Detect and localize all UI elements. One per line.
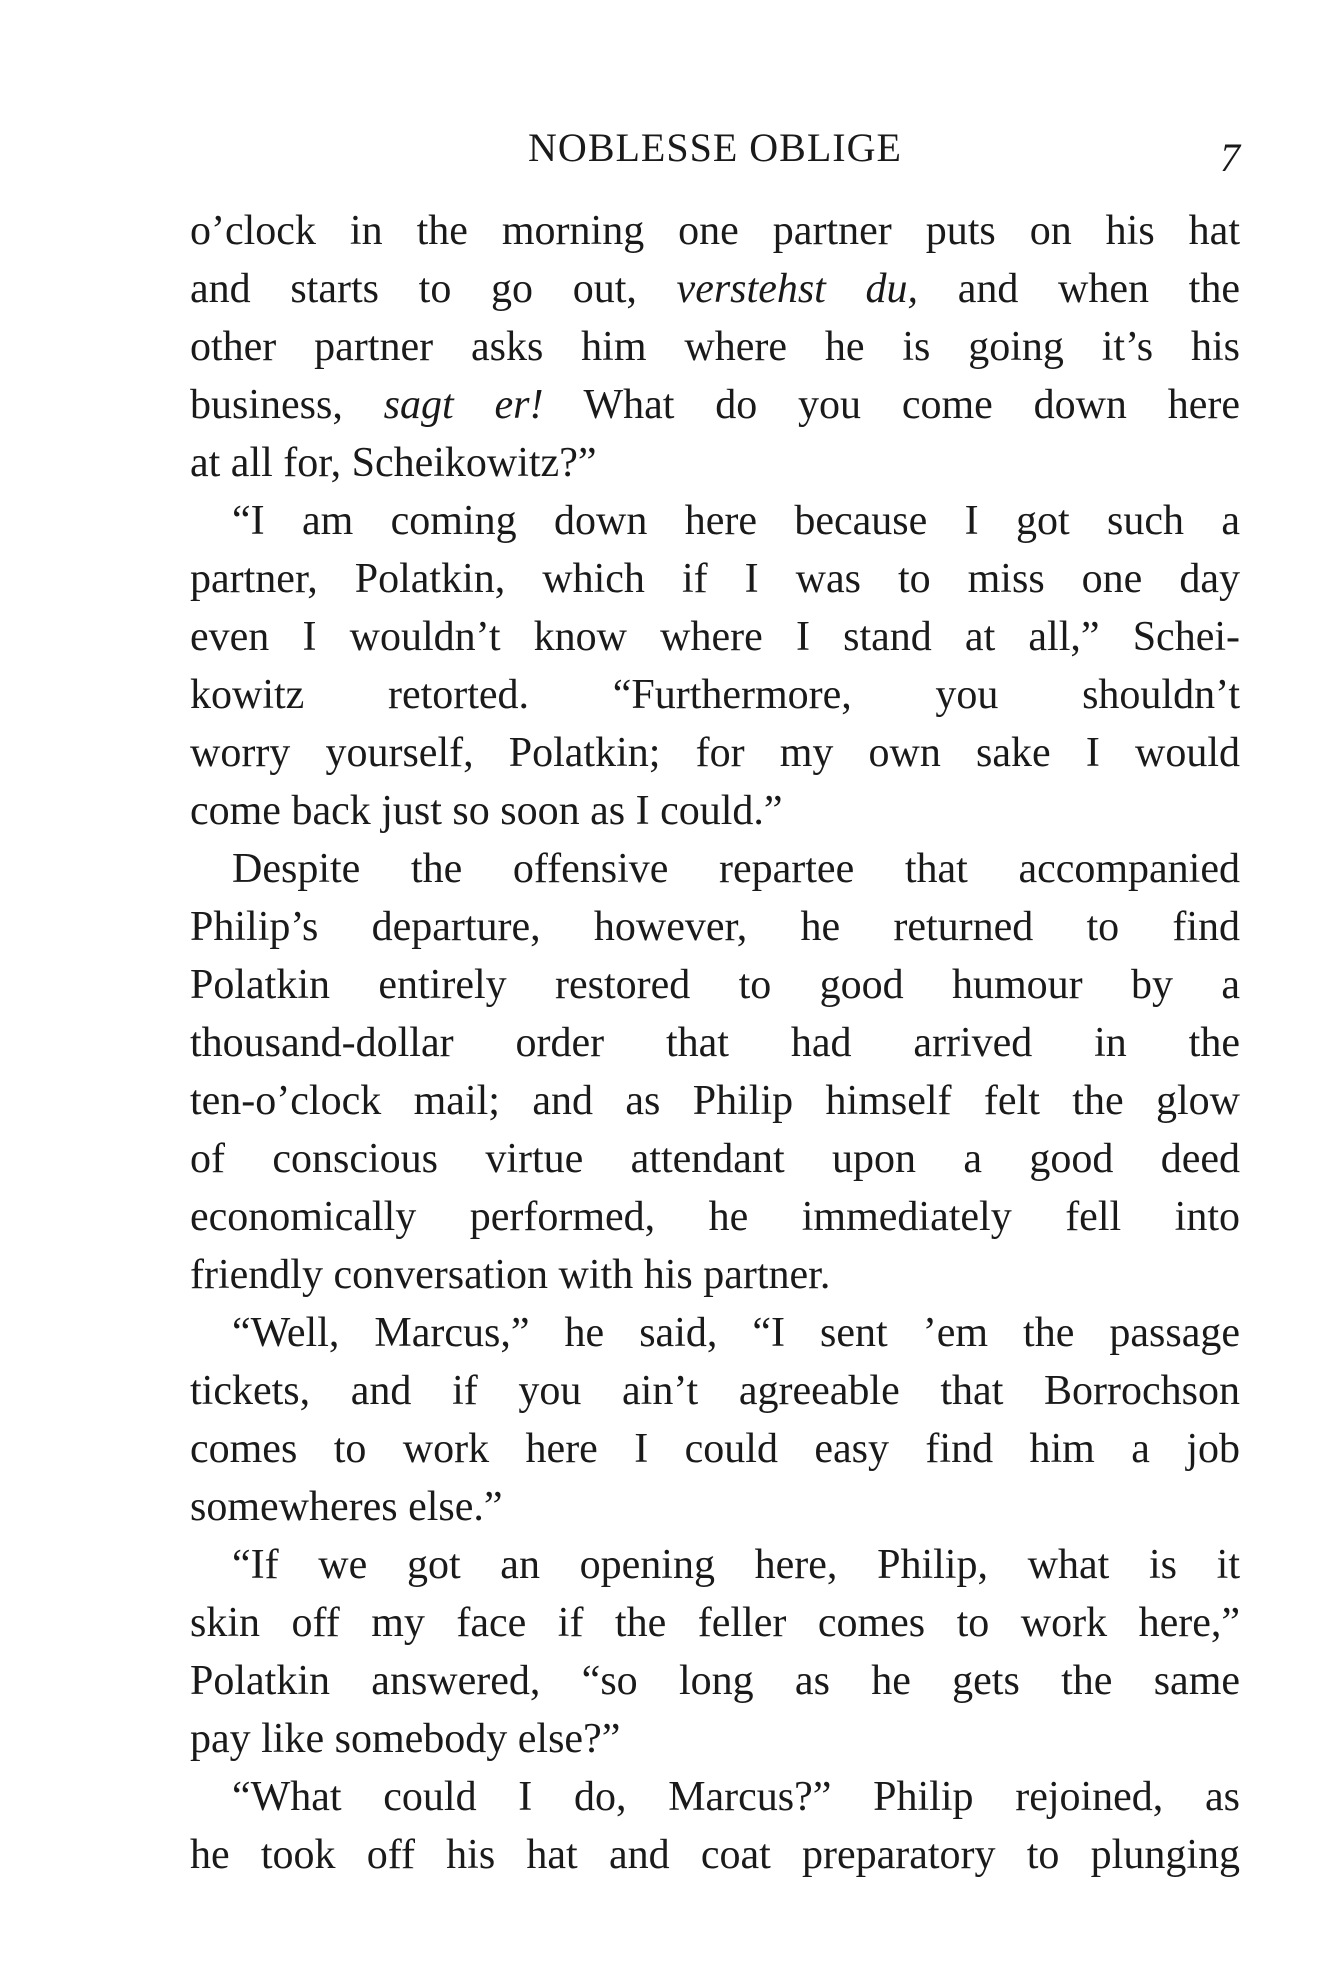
text-run: even I wouldn’t know where I stand at all,” Schei-	[190, 614, 1240, 660]
text-run: skin off my face if the feller comes to work here,”	[190, 1600, 1240, 1646]
text-run: at all for, Scheikowitz?”	[190, 440, 597, 486]
text-run: kowitz retorted. “Furthermore, you shouldn’t	[190, 672, 1240, 718]
text-line	[190, 376, 1240, 434]
text-run: pay like somebody else?”	[190, 1716, 621, 1762]
text-run: Polatkin answered, “so long as he gets the same	[190, 1658, 1240, 1704]
text-run: What do you come down here	[543, 382, 1240, 428]
text-run: economically performed, he immediately fell into	[190, 1194, 1240, 1240]
text-line	[190, 1014, 1240, 1072]
text-run: tickets, and if you ain’t agreeable that Borrochson	[190, 1368, 1240, 1414]
text-run: and when the	[918, 266, 1240, 312]
text-run: thousand-dollar order that had arrived in the	[190, 1020, 1240, 1066]
italic-phrase: verstehst du,	[676, 266, 919, 312]
paragraph	[190, 1536, 1240, 1768]
text-line	[190, 1188, 1240, 1246]
text-run: and starts to go out,	[190, 266, 677, 312]
text-line	[190, 1246, 1240, 1304]
text-line	[190, 1768, 1240, 1826]
body-text	[190, 202, 1240, 1884]
text-run: business,	[190, 382, 384, 428]
text-run: Despite the offensive repartee that accompanied	[232, 846, 1240, 892]
text-line	[190, 202, 1240, 260]
italic-phrase: sagt er!	[383, 382, 544, 428]
text-line	[190, 1710, 1240, 1768]
text-line	[190, 492, 1240, 550]
text-run: worry yourself, Polatkin; for my own sake I would	[190, 730, 1240, 776]
text-run: other partner asks him where he is going it’s his	[190, 324, 1240, 370]
text-line	[190, 956, 1240, 1014]
text-line	[190, 1304, 1240, 1362]
paragraph	[190, 840, 1240, 1304]
text-run: “Well, Marcus,” he said, “I sent ’em the passage	[232, 1310, 1240, 1356]
text-line	[190, 1478, 1240, 1536]
paragraph	[190, 492, 1240, 840]
text-run: he took off his hat and coat preparatory to plunging	[190, 1832, 1240, 1878]
text-line	[190, 1652, 1240, 1710]
text-line	[190, 1420, 1240, 1478]
text-line	[190, 724, 1240, 782]
text-run: partner, Polatkin, which if I was to miss one day	[190, 556, 1240, 602]
text-run: comes to work here I could easy find him a job	[190, 1426, 1240, 1472]
text-run: Philip’s departure, however, he returned to find	[190, 904, 1240, 950]
text-line	[190, 1130, 1240, 1188]
text-line	[190, 608, 1240, 666]
text-line	[190, 840, 1240, 898]
page-number: 7	[1220, 135, 1240, 180]
text-run: come back just so soon as I could.”	[190, 788, 783, 834]
text-line	[190, 1362, 1240, 1420]
text-run: Polatkin entirely restored to good humour by a	[190, 962, 1240, 1008]
text-run: “I am coming down here because I got such a	[232, 498, 1240, 544]
text-run: o’clock in the morning one partner puts on his hat	[190, 208, 1240, 254]
text-line	[190, 1594, 1240, 1652]
paragraph	[190, 1768, 1240, 1884]
text-run: “What could I do, Marcus?” Philip rejoined, as	[232, 1774, 1240, 1820]
paragraph	[190, 1304, 1240, 1536]
text-line	[190, 318, 1240, 376]
text-line	[190, 782, 1240, 840]
text-run: friendly conversation with his partner.	[190, 1252, 831, 1298]
paragraph	[190, 202, 1240, 492]
text-line	[190, 1536, 1240, 1594]
text-run: ten-o’clock mail; and as Philip himself felt the glow	[190, 1078, 1240, 1124]
text-line	[190, 550, 1240, 608]
running-title: NOBLESSE OBLIGE	[528, 125, 902, 170]
running-header	[190, 118, 1240, 178]
text-line	[190, 1072, 1240, 1130]
text-line	[190, 260, 1240, 318]
text-line	[190, 1826, 1240, 1884]
text-line	[190, 434, 1240, 492]
text-run: of conscious virtue attendant upon a good deed	[190, 1136, 1240, 1182]
text-line	[190, 666, 1240, 724]
text-line	[190, 898, 1240, 956]
text-run: somewheres else.”	[190, 1484, 503, 1530]
text-run: “If we got an opening here, Philip, what is it	[232, 1542, 1240, 1588]
